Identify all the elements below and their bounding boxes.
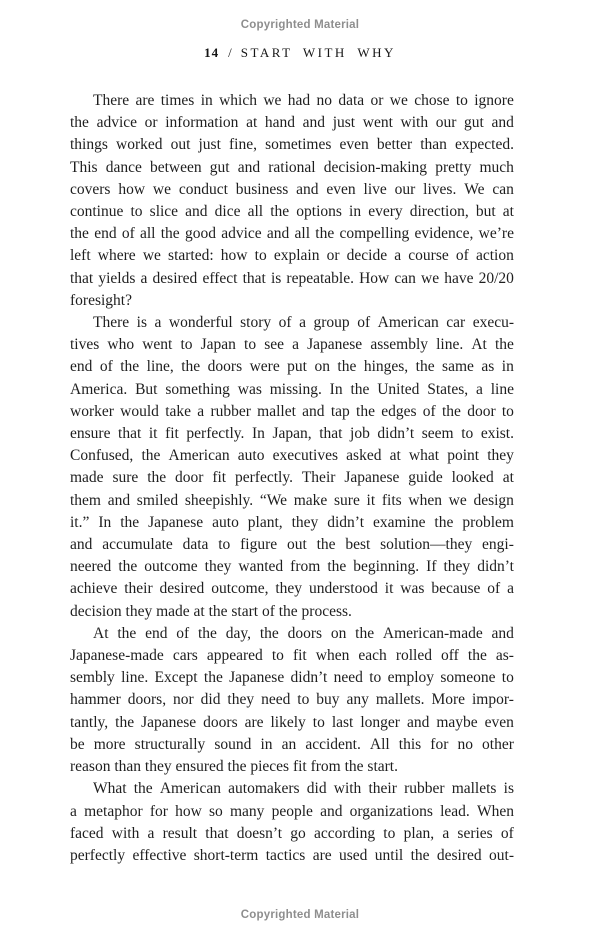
- copyright-notice-bottom: Copyrighted Material: [240, 909, 360, 921]
- text-line: and accumulate data to figure out the best solution—they engi-: [70, 536, 514, 554]
- text-line: things worked out just fine, sometimes even better than expected.: [70, 136, 514, 154]
- text-line: it.” In the Japanese auto plant, they didn’t examine the problem: [70, 513, 514, 531]
- text-line: Japanese-made cars appeared to fit when each rolled off the as-: [70, 647, 514, 665]
- page-header: [0, 45, 600, 61]
- body-text: [70, 90, 514, 867]
- text-line: There are times in which we had no data or we chose to ignore: [93, 92, 514, 109]
- paragraph: [70, 623, 514, 778]
- text-line: end of the line, the doors were put on the hinges, the same as in: [70, 358, 514, 376]
- paragraph: [70, 312, 514, 623]
- page-number: 14: [204, 45, 220, 60]
- text-line: hammer doors, nor did they need to buy any mallets. More impor-: [70, 691, 514, 709]
- text-line: tantly, the Japanese doors are likely to last longer and maybe even: [70, 713, 514, 731]
- text-line: decision they made at the start of the process.: [70, 602, 352, 620]
- text-line: a metaphor for how so many people and organizations lead. When: [70, 802, 514, 820]
- text-line: made sure the door fit perfectly. Their Japanese guide looked at: [70, 469, 514, 487]
- paragraph: [70, 778, 514, 867]
- text-line: achieve their desired outcome, they understood it was because of a: [70, 580, 514, 598]
- text-line: foresight?: [70, 291, 132, 309]
- text-line: This dance between gut and rational decision-making pretty much: [70, 158, 514, 176]
- text-line: Confused, the American auto executives asked at what point they: [70, 447, 514, 465]
- text-line: ensure that it fit perfectly. In Japan, that job didn’t seem to exist.: [70, 425, 514, 443]
- text-line: that yields a desired effect that is repeatable. How can we have 20/20: [70, 269, 514, 287]
- paragraph: [70, 90, 514, 312]
- text-line: neered the outcome they wanted from the beginning. If they didn’t: [70, 558, 514, 576]
- text-line: What the American automakers did with their rubber mallets is: [93, 780, 514, 798]
- book-title: START WITH WHY: [240, 45, 396, 60]
- text-line: them and smiled sheepishly. “We make sure it fits when we design: [70, 491, 514, 509]
- copyright-notice-top: Copyrighted Material: [240, 19, 360, 31]
- text-line: faced with a result that doesn’t go according to plan, a series of: [70, 824, 514, 842]
- text-line: perfectly effective short-term tactics are used until the desired out-: [70, 846, 514, 864]
- text-line: the end of all the good advice and all the compelling evidence, we’re: [70, 225, 514, 243]
- text-line: At the end of the day, the doors on the American-made and: [93, 624, 514, 642]
- text-line: There is a wonderful story of a group of American car execu-: [93, 314, 514, 332]
- text-line: continue to slice and dice all the options in every direction, but at: [70, 203, 514, 221]
- text-line: reason than they ensured the pieces fit from the start.: [70, 758, 398, 776]
- text-line: the advice or information at hand and just went with our gut and: [70, 114, 514, 132]
- text-line: America. But something was missing. In the United States, a line: [70, 380, 514, 398]
- text-line: worker would take a rubber mallet and tap the edges of the door to: [70, 402, 514, 420]
- text-line: sembly line. Except the Japanese didn’t need to employ someone to: [70, 669, 514, 687]
- text-line: be more structurally sound in an accident. All this for no other: [70, 735, 514, 753]
- text-line: covers how we conduct business and even live our lives. We can: [70, 180, 514, 198]
- text-line: left where we started: how to explain or decide a course of action: [70, 247, 514, 265]
- text-line: tives who went to Japan to see a Japanese assembly line. At the: [70, 336, 514, 354]
- header-separator: /: [228, 45, 232, 60]
